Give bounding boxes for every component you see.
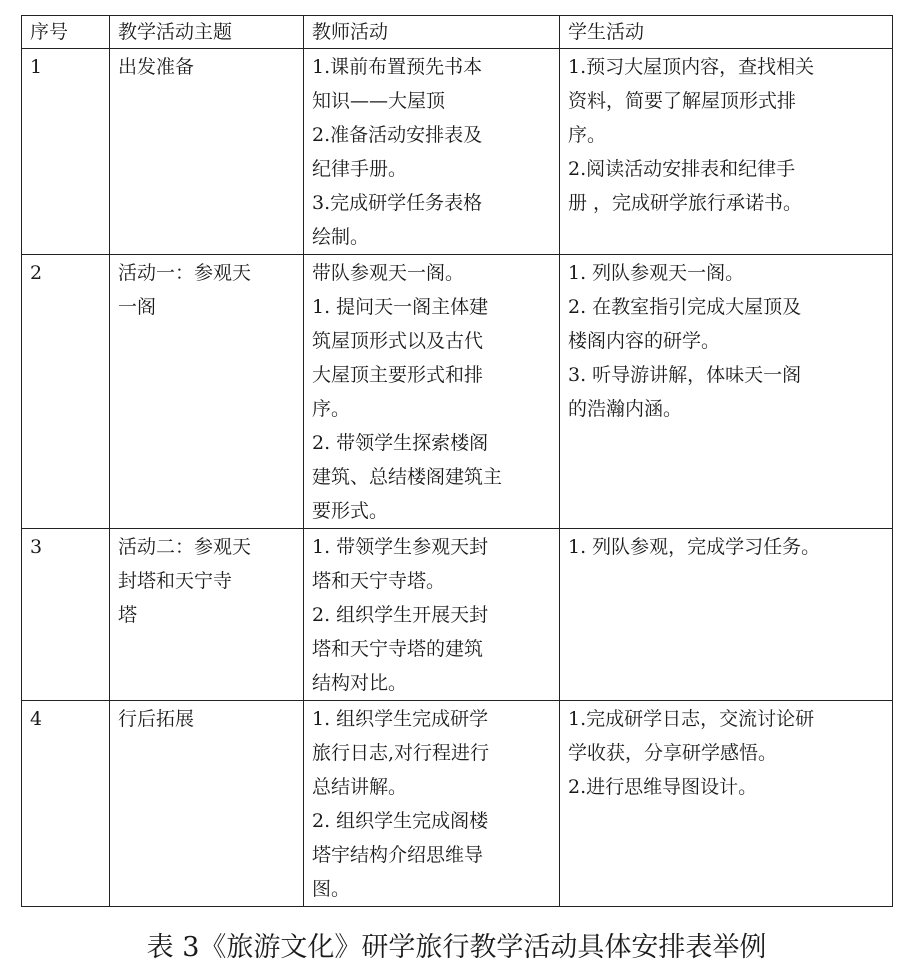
- cell-text-line: 1. 组织学生完成研学: [312, 708, 489, 730]
- header-activity-theme: 教学活动主题: [110, 16, 304, 49]
- table-row: [22, 49, 893, 255]
- cell-text-line: 学收获，分享研学感悟。: [568, 742, 778, 764]
- teacher-activity-cell: [304, 255, 560, 529]
- cell-text-line: 资料，简要了解屋顶形式排: [568, 90, 797, 112]
- activity-theme-cell: [110, 255, 304, 529]
- cell-text-line: 一阁: [118, 296, 157, 318]
- cell-text-line: 1.完成研学日志，交流讨论研: [568, 708, 815, 730]
- cell-text-line: 要形式。: [312, 500, 389, 522]
- cell-text-line: 筑屋顶形式以及古代: [312, 330, 484, 352]
- cell-text-line: 2. 带领学生探索楼阁: [312, 432, 489, 454]
- serial-number-cell: 2: [22, 255, 110, 529]
- cell-text-line: 册 ，完成研学旅行承诺书。: [568, 192, 803, 214]
- cell-text-line: 旅行日志,对行程进行: [312, 742, 490, 764]
- student-activity-cell: [560, 49, 893, 255]
- cell-text-line: 活动一：参观天: [118, 262, 252, 284]
- cell-text-line: 出发准备: [118, 56, 195, 78]
- cell-text-line: 3.完成研学任务表格: [312, 192, 483, 214]
- cell-text-line: 知识——大屋顶: [312, 90, 446, 112]
- teacher-activity-cell: [304, 529, 560, 701]
- cell-text-line: 2.进行思维导图设计。: [568, 776, 758, 798]
- serial-number-cell: 1: [22, 49, 110, 255]
- header-student-activity: 学生活动: [560, 16, 893, 49]
- cell-text-line: 塔: [118, 604, 138, 626]
- serial-number-cell: 3: [22, 529, 110, 701]
- cell-text-line: 1. 提问天一阁主体建: [312, 296, 489, 318]
- header-serial-number: 序号: [22, 16, 110, 49]
- cell-text-line: 2.阅读活动安排表和纪律手: [568, 158, 796, 180]
- cell-text-line: 行后拓展: [118, 708, 195, 730]
- cell-text-line: 塔和天宁寺塔。: [312, 570, 446, 592]
- cell-text-line: 封塔和天宁寺: [118, 570, 233, 592]
- table-body: [22, 49, 893, 907]
- activity-theme-cell: [110, 49, 304, 255]
- cell-text-line: 1. 列队参观，完成学习任务。: [568, 536, 821, 558]
- cell-text-line: 序。: [568, 124, 607, 146]
- cell-text-line: 塔宇结构介绍思维导: [312, 844, 484, 866]
- cell-text-line: 1.预习大屋顶内容，查找相关: [568, 56, 815, 78]
- teacher-activity-cell: [304, 49, 560, 255]
- cell-text-line: 结构对比。: [312, 672, 408, 694]
- activity-theme-cell: [110, 701, 304, 907]
- student-activity-cell: [560, 701, 893, 907]
- cell-text-line: 2. 组织学生完成阁楼: [312, 810, 489, 832]
- table-row: [22, 529, 893, 701]
- cell-text-line: 图。: [312, 878, 351, 900]
- cell-text-line: 绘制。: [312, 226, 370, 248]
- cell-text-line: 带队参观天一阁。: [312, 262, 465, 284]
- table-row: [22, 701, 893, 907]
- cell-text-line: 总结讲解。: [312, 776, 408, 798]
- cell-text-line: 楼阁内容的研学。: [568, 330, 721, 352]
- teacher-activity-cell: [304, 701, 560, 907]
- cell-text-line: 1. 带领学生参观天封: [312, 536, 489, 558]
- cell-text-line: 2. 在教室指引完成大屋顶及: [568, 296, 802, 318]
- cell-text-line: 2.准备活动安排表及: [312, 124, 483, 146]
- student-activity-cell: [560, 255, 893, 529]
- cell-text-line: 建筑、总结楼阁建筑主: [312, 466, 503, 488]
- student-activity-cell: [560, 529, 893, 701]
- cell-text-line: 纪律手册。: [312, 158, 408, 180]
- cell-text-line: 塔和天宁寺塔的建筑: [312, 638, 484, 660]
- header-teacher-activity: 教师活动: [304, 16, 560, 49]
- table-header-row: [22, 16, 893, 49]
- table-row: [22, 255, 893, 529]
- serial-number-cell: 4: [22, 701, 110, 907]
- cell-text-line: 序。: [312, 398, 351, 420]
- cell-text-line: 3. 听导游讲解，体味天一阁: [568, 364, 802, 386]
- cell-text-line: 2. 组织学生开展天封: [312, 604, 489, 626]
- table-caption: 表 3《旅游文化》研学旅行教学活动具体安排表举例: [146, 932, 767, 963]
- activity-schedule-table: [21, 15, 893, 907]
- cell-text-line: 1. 列队参观天一阁。: [568, 262, 745, 284]
- cell-text-line: 1.课前布置预先书本: [312, 56, 483, 78]
- cell-text-line: 大屋顶主要形式和排: [312, 364, 484, 386]
- cell-text-line: 的浩瀚内涵。: [568, 398, 683, 420]
- activity-theme-cell: [110, 529, 304, 701]
- cell-text-line: 活动二：参观天: [118, 536, 252, 558]
